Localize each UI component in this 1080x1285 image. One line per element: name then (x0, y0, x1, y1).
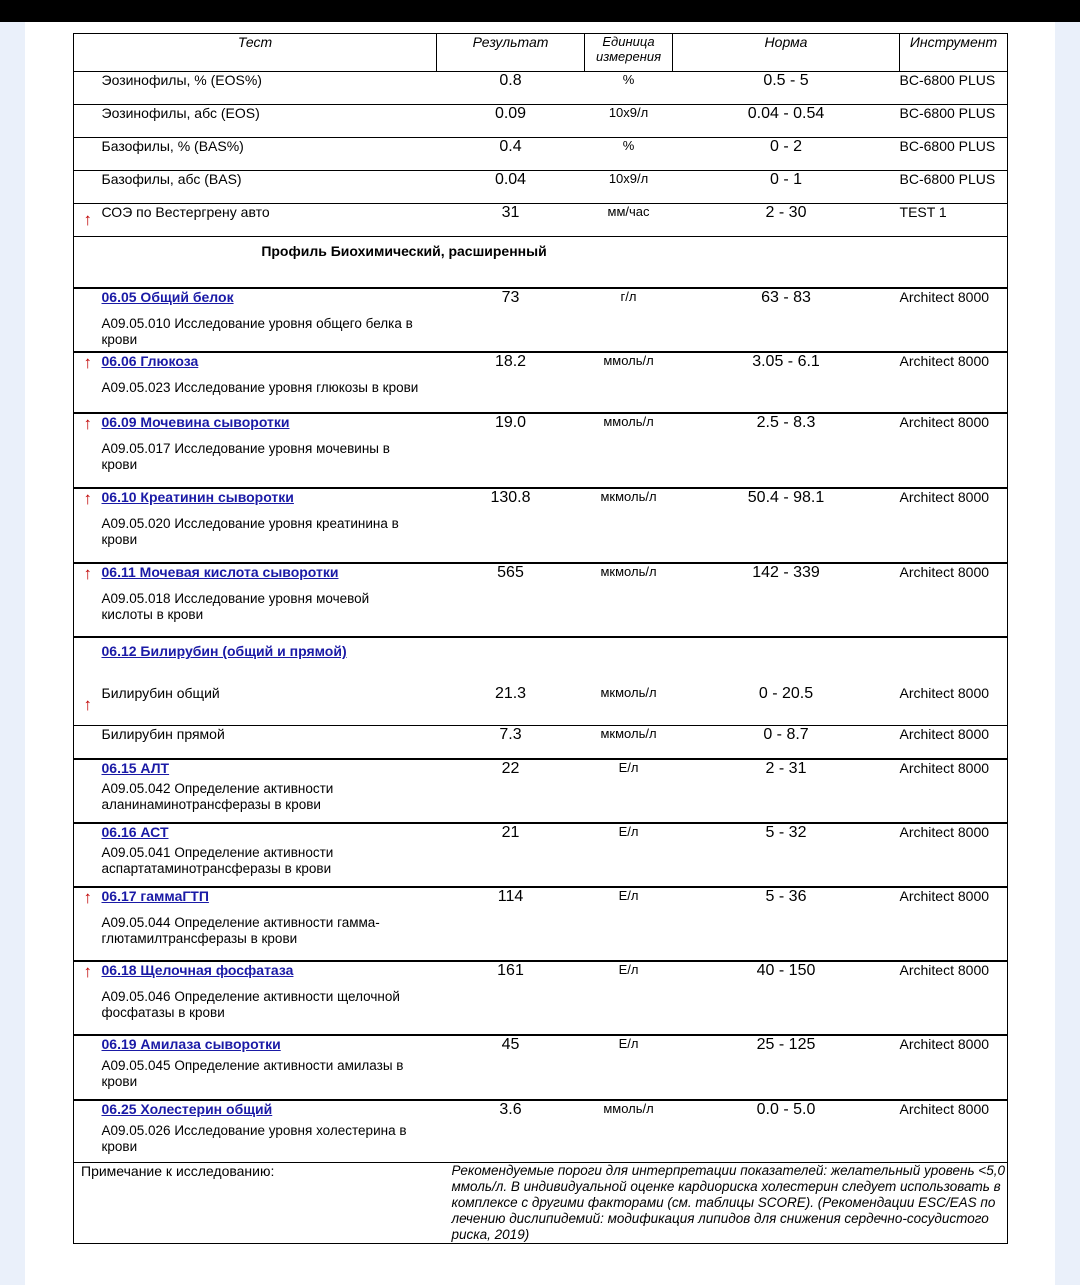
instrument-value: Architect 8000 (900, 685, 1008, 725)
unit-value: мкмоль/л (585, 725, 673, 759)
result-value: 0.04 (437, 171, 585, 204)
note-label: Примечание к исследованию: (74, 1163, 437, 1244)
norm-value: 0 - 8.7 (673, 725, 900, 759)
unit-value: % (585, 138, 673, 171)
unit-value: % (585, 72, 673, 105)
norm-value: 0 - 20.5 (758, 685, 814, 702)
test-code: A09.05.046 Определение активности щелочной фосфатазы в крови (101, 988, 400, 1020)
up-arrow-icon (74, 725, 102, 759)
test-code: A09.05.042 Определение активности аланинаминотрансферазы в крови (101, 780, 334, 812)
result-value: 0.09 (437, 105, 585, 138)
instrument-value: BC-6800 PLUS (900, 105, 1008, 138)
results-table (73, 33, 1008, 1244)
instrument-value: BC-6800 PLUS (900, 138, 1008, 171)
instrument-value: Architect 8000 (900, 563, 1008, 637)
table-row (74, 413, 1008, 488)
up-arrow-icon: ↑ (74, 352, 102, 413)
up-arrow-icon: ↑ (74, 413, 102, 488)
test-code: A09.05.041 Определение активности аспартатаминотрансферазы в крови (101, 844, 334, 876)
result-value: 22 (437, 759, 585, 823)
test-name: Базофилы, % (BAS%) (102, 138, 437, 171)
table-row (74, 204, 1008, 237)
unit-value: 10x9/л (585, 105, 673, 138)
test-name: Билирубин прямой (102, 725, 437, 759)
up-arrow-icon (74, 1100, 102, 1163)
norm-value: 2 - 30 (673, 204, 900, 237)
header-test: Тест (74, 34, 437, 72)
norm-value: 0.0 - 5.0 (673, 1100, 900, 1163)
test-code: A09.05.010 Исследование уровня общего белка в крови (101, 316, 413, 347)
instrument-value: Architect 8000 (900, 488, 1008, 563)
instrument-value: Architect 8000 (900, 725, 1008, 759)
test-link[interactable]: 06.25 Холестерин общий (101, 1100, 273, 1117)
table-row (74, 887, 1008, 961)
up-arrow-icon (74, 105, 102, 138)
norm-value: 142 - 339 (673, 563, 900, 637)
result-value: 21 (437, 823, 585, 887)
norm-value: 2 - 31 (673, 759, 900, 823)
table-row (74, 72, 1008, 105)
instrument-value: Architect 8000 (900, 759, 1008, 823)
test-code: A09.05.023 Исследование уровня глюкозы в крови (101, 380, 419, 395)
result-value: 73 (437, 288, 585, 352)
unit-value: ммоль/л (585, 1100, 673, 1163)
norm-value: 40 - 150 (673, 961, 900, 1035)
test-link[interactable]: 06.16 АСТ (101, 823, 169, 840)
unit-value: Е/л (585, 1035, 673, 1100)
norm-value: 0 - 1 (673, 171, 900, 204)
instrument-value: Architect 8000 (900, 887, 1008, 961)
test-link[interactable]: 06.17 гаммаГТП (101, 887, 209, 904)
table-row (74, 288, 1008, 352)
table-row (74, 1100, 1008, 1163)
test-link[interactable]: 06.06 Глюкоза (101, 353, 199, 369)
norm-value: 25 - 125 (673, 1035, 900, 1100)
up-arrow-icon (74, 171, 102, 204)
unit-value: ммоль/л (585, 352, 673, 413)
test-name: СОЭ по Вестергрену авто (102, 204, 437, 237)
result-value: 0.8 (437, 72, 585, 105)
table-header (74, 34, 1008, 72)
test-name: Эозинофилы, абс (EOS) (102, 105, 437, 138)
up-arrow-icon (74, 823, 102, 887)
unit-value: Е/л (585, 961, 673, 1035)
norm-value: 0 - 2 (673, 138, 900, 171)
note-row (74, 1163, 1008, 1244)
up-arrow-icon: ↑ (74, 887, 102, 961)
instrument-value: Architect 8000 (900, 352, 1008, 413)
section-row (74, 237, 1008, 289)
test-link[interactable]: 06.09 Мочевина сыворотки (101, 414, 290, 430)
test-link[interactable]: 06.05 Общий белок (101, 289, 234, 305)
test-name: Эозинофилы, % (EOS%) (102, 72, 437, 105)
test-link[interactable]: 06.15 АЛТ (101, 759, 170, 776)
table-row (74, 138, 1008, 171)
table-row (74, 105, 1008, 138)
table-row (74, 352, 1008, 413)
result-value: 21.3 (494, 685, 527, 702)
up-arrow-icon: ↑ (74, 204, 102, 237)
norm-value: 0.04 - 0.54 (673, 105, 900, 138)
test-code: A09.05.045 Определение активности амилазы в крови (101, 1057, 404, 1089)
norm-value: 3.05 - 6.1 (673, 352, 900, 413)
test-code: A09.05.026 Исследование уровня холестерина в крови (101, 1122, 407, 1154)
up-arrow-icon: ↑ (74, 685, 102, 725)
up-arrow-icon (74, 1035, 102, 1100)
norm-value: 50.4 - 98.1 (673, 488, 900, 563)
top-bar (0, 0, 1080, 22)
result-value: 18.2 (437, 352, 585, 413)
unit-value: ммоль/л (585, 413, 673, 488)
test-code: A09.05.020 Исследование уровня креатинина в крови (101, 516, 399, 547)
result-value: 31 (437, 204, 585, 237)
norm-value: 2.5 - 8.3 (673, 413, 900, 488)
test-code: A09.05.017 Исследование уровня мочевины в крови (101, 441, 390, 472)
instrument-value: Architect 8000 (900, 1035, 1008, 1100)
instrument-value: Architect 8000 (900, 823, 1008, 887)
norm-value: 0.5 - 5 (673, 72, 900, 105)
result-value: 0.4 (437, 138, 585, 171)
up-arrow-icon (74, 288, 102, 352)
instrument-value: TEST 1 (900, 204, 1008, 237)
table-row (74, 961, 1008, 1035)
result-value: 19.0 (437, 413, 585, 488)
test-link[interactable]: 06.11 Мочевая кислота сыворотки (101, 564, 339, 580)
header-instrument: Инструмент (900, 34, 1008, 72)
instrument-value: Architect 8000 (900, 961, 1008, 1035)
table-row (74, 637, 1008, 685)
test-code: A09.05.044 Определение активности гамма-глютамилтрансферазы в крови (101, 914, 380, 946)
test-name: Билирубин общий (101, 685, 220, 701)
result-value: 130.8 (437, 488, 585, 563)
test-name: Базофилы, абс (BAS) (102, 171, 437, 204)
test-link[interactable]: 06.12 Билирубин (общий и прямой) (101, 643, 347, 659)
result-value: 565 (437, 563, 585, 637)
unit-value: Е/л (585, 823, 673, 887)
instrument-value: Architect 8000 (900, 413, 1008, 488)
result-value: 114 (437, 887, 585, 961)
unit-value: г/л (585, 288, 673, 352)
test-link[interactable]: 06.10 Креатинин сыворотки (101, 489, 294, 505)
table-row (74, 1035, 1008, 1100)
result-value: 161 (437, 961, 585, 1035)
table-row (74, 488, 1008, 563)
report-page (25, 22, 1055, 1285)
norm-value: 63 - 83 (673, 288, 900, 352)
table-row (74, 725, 1008, 759)
header-result: Результат (437, 34, 585, 72)
test-link[interactable]: 06.19 Амилаза сыворотки (101, 1035, 281, 1052)
header-unit: Единица измерения (585, 34, 673, 72)
unit-value: мм/час (585, 204, 673, 237)
unit-value: 10x9/л (585, 171, 673, 204)
section-title: Профиль Биохимический, расширенный (261, 243, 547, 259)
test-code: A09.05.018 Исследование уровня мочевой кислоты в крови (101, 591, 370, 622)
up-arrow-icon: ↑ (74, 488, 102, 563)
unit-value: Е/л (585, 887, 673, 961)
table-row (74, 563, 1008, 637)
unit-value: мкмоль/л (600, 685, 657, 700)
instrument-value: Architect 8000 (900, 1100, 1008, 1163)
table-row (74, 759, 1008, 823)
up-arrow-icon: ↑ (74, 563, 102, 637)
unit-value: мкмоль/л (585, 563, 673, 637)
table-row (74, 823, 1008, 887)
unit-value: мкмоль/л (585, 488, 673, 563)
test-link[interactable]: 06.18 Щелочная фосфатаза (101, 961, 294, 978)
table-row (74, 685, 1008, 725)
result-value: 3.6 (437, 1100, 585, 1163)
up-arrow-icon: ↑ (74, 961, 102, 1035)
result-value: 7.3 (437, 725, 585, 759)
norm-value: 5 - 36 (673, 887, 900, 961)
up-arrow-icon (74, 72, 102, 105)
instrument-value: BC-6800 PLUS (900, 171, 1008, 204)
up-arrow-icon (74, 138, 102, 171)
up-arrow-icon (74, 759, 102, 823)
table-row (74, 171, 1008, 204)
header-norm: Норма (673, 34, 900, 72)
unit-value: Е/л (585, 759, 673, 823)
note-text: Рекомендуемые пороги для интерпретации показателей: желательный уровень <5,0 ммоль/л. В индивидуальной оценке кардиориска холестерин следует использовать в комплексе с другими факторами (см. таблицы SCORE). (Рекомендации ESC/EAS по лечению дислипидемий: модификация липидов для снижения сердечно-сосудистого риска, 2019) (437, 1163, 1008, 1244)
instrument-value: BC-6800 PLUS (900, 72, 1008, 105)
norm-value: 5 - 32 (673, 823, 900, 887)
instrument-value: Architect 8000 (900, 288, 1008, 352)
result-value: 45 (437, 1035, 585, 1100)
